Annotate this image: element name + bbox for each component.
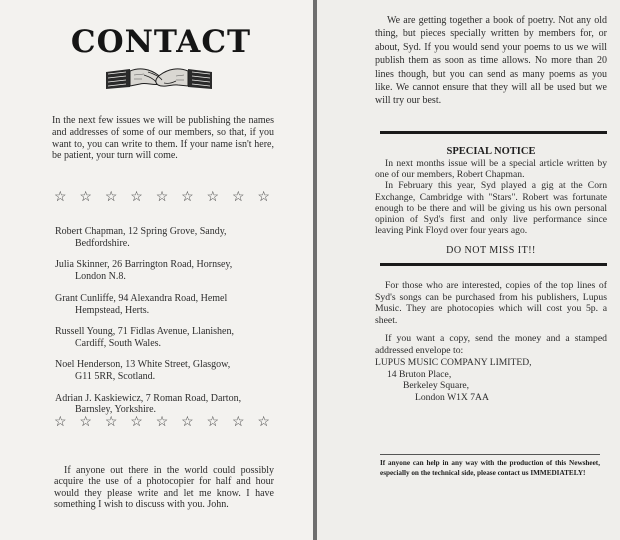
star-icon: ☆: [181, 190, 194, 205]
member-location-line: Bedfordshire.: [75, 237, 130, 249]
member-name-line: Robert Chapman, 12 Spring Grove, Sandy,: [55, 226, 227, 237]
star-icon: ☆: [206, 415, 220, 430]
member-location-line: Hempstead, Herts.: [75, 304, 150, 316]
star-icon: ☆: [231, 415, 245, 430]
member-entry: [55, 293, 291, 317]
poetry-paragraph: We are getting together a book of poetry. Not any old thing, but pieces specially written by members for, or about, Syd. If you would send your poems to us we will publish them as soon as time allows. No more than 20 lines though, but you can send as many poems as you like. We cannot ensure that they will all be used but we will try our best.: [375, 15, 607, 107]
help-request-box: If anyone can help in any way with the production of this Newsheet, especially on the technical side, please contact us IMMEDIATELY!: [380, 454, 600, 478]
star-icon: ☆: [130, 190, 143, 205]
star-icon: ☆: [79, 190, 92, 205]
star-icon: ☆: [104, 190, 118, 205]
notice-paragraph: In February this year, Syd played a gig at the Corn Exchange, Cambridge with "Stars". Robert was fortunate enough to be there and will be giving us his own personal opinion of Syd's first and only live performance since leaving Pink Floyd over four years ago.: [375, 180, 607, 237]
star-divider-top: [54, 190, 270, 206]
member-name-line: Julia Skinner, 26 Barrington Road, Hornsey,: [55, 259, 233, 271]
photocopier-request: If anyone out there in the world could possibly acquire the use of a photocopier for half and hour would they please write and let me know. I have something I wish to discuss with you. John.: [54, 465, 274, 510]
song-copies-section: [375, 280, 607, 357]
member-entry: [55, 226, 291, 250]
star-icon: ☆: [54, 415, 67, 430]
address-line: London W1X 7AA: [415, 391, 489, 403]
star-icon: ☆: [54, 190, 67, 205]
member-name-line: Noel Henderson, 13 White Street, Glasgow,: [55, 359, 231, 371]
intro-paragraph: In the next few issues we will be publishing the names and addresses of some of our members, so that, if you want to, you can write to them. If your name isn't here, be patient, your turn will come.: [52, 115, 274, 162]
member-location-line: Cardiff, South Wales.: [75, 337, 162, 349]
star-icon: ☆: [231, 190, 245, 205]
member-name-line: Russell Young, 71 Fidlas Avenue, Llanishen,: [55, 325, 234, 337]
star-icon: ☆: [79, 415, 92, 430]
copies-paragraph: If you want a copy, send the money and a stamped addressed envelope to:: [375, 333, 607, 356]
star-icon: ☆: [155, 415, 169, 430]
star-divider-bottom: [54, 415, 270, 431]
divider-rule: [380, 263, 607, 266]
star-icon: ☆: [257, 190, 270, 205]
right-page: [317, 0, 620, 540]
contact-heading: CONTACT: [70, 24, 252, 60]
member-entry: [55, 326, 291, 350]
member-location-line: G11 5RR, Scotland.: [75, 371, 156, 383]
publisher-address: [375, 357, 607, 403]
member-name-line: Grant Cunliffe, 94 Alexandra Road, Hemel: [55, 292, 228, 304]
notice-paragraph: In next months issue will be a special article written by one of our members, Robert Chapman.: [375, 158, 607, 181]
star-icon: ☆: [155, 190, 169, 205]
star-icon: ☆: [130, 415, 143, 430]
member-entry: [55, 259, 291, 283]
member-entry: [55, 393, 291, 417]
address-line: 14 Bruton Place,: [387, 368, 452, 380]
star-icon: ☆: [257, 415, 270, 430]
star-icon: ☆: [181, 415, 194, 430]
member-location-line: Barnsley, Yorkshire.: [75, 404, 157, 416]
divider-rule: [380, 131, 607, 134]
address-line: Berkeley Square,: [403, 380, 470, 392]
special-notice-body: [375, 158, 607, 236]
handshake-icon: [104, 63, 214, 95]
do-not-miss-line: DO NOT MISS IT!!: [446, 245, 536, 256]
copies-paragraph: For those who are interested, copies of the top lines of Syd's songs can be purchased from his publishers, Lupus Music. They are photocopies which will cost you 5p. a sheet.: [375, 280, 607, 326]
member-entry: [55, 359, 291, 383]
member-name-line: Adrian J. Kaskiewicz, 7 Roman Road, Darton,: [55, 392, 242, 404]
member-address-list: [55, 226, 291, 426]
star-icon: ☆: [206, 190, 220, 205]
special-notice-heading: SPECIAL NOTICE: [446, 146, 536, 157]
member-location-line: London N.8.: [75, 271, 126, 283]
company-name: LUPUS MUSIC COMPANY LIMITED,: [375, 357, 532, 368]
star-icon: ☆: [104, 415, 118, 430]
